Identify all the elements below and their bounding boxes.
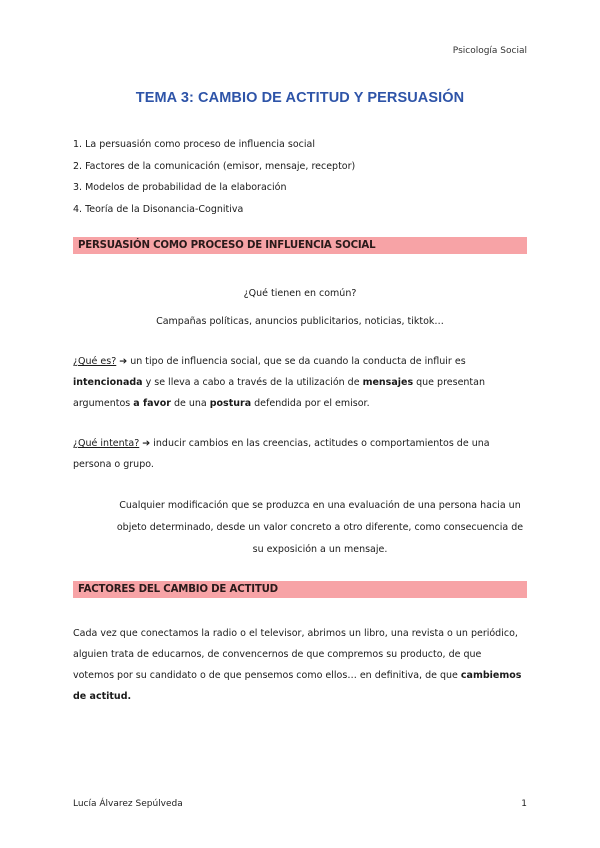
definition-paragraph: ¿Qué es? ➔ un tipo de influencia social, que se da cuando la conducta de influir es intencionada y se lleva a cabo a través de la utilización de mensajes que presentan argumentos a favor de una postura defendida por el emisor. <box>73 356 485 409</box>
section-heading-persuasion: PERSUASIÓN COMO PROCESO DE INFLUENCIA SOCIAL <box>73 237 527 254</box>
arrow-icon: ➔ <box>139 438 154 449</box>
examples-text: Campañas políticas, anuncios publicitarios, noticias, tiktok… <box>156 316 444 327</box>
page-title: TEMA 3: CAMBIO DE ACTITUD Y PERSUASIÓN <box>135 90 465 106</box>
toc-item: 2. Factores de la comunicación (emisor, mensaje, receptor) <box>73 160 356 172</box>
toc-item: 4. Teoría de la Disonancia-Cognitiva <box>73 203 244 215</box>
que-intenta-label: ¿Qué intenta? <box>73 438 140 449</box>
intent-paragraph: ¿Qué intenta? ➔ inducir cambios en las creencias, actitudes o comportamientos de una persona o grupo. <box>73 438 490 470</box>
toc-item: 3. Modelos de probabilidad de la elaboración <box>73 182 287 193</box>
section-heading-factores: FACTORES DEL CAMBIO DE ACTITUD <box>73 581 527 598</box>
factores-paragraph: Cada vez que conectamos la radio o el televisor, abrimos un libro, una revista o un periódico, alguien trata de educarnos, de convencernos de que compremos su producto, de que votemos por su candidato o de que pensemos como ellos… en definitiva, de que cambiemos de actitud. <box>73 628 522 702</box>
question-text: ¿Qué tienen en común? <box>243 288 357 299</box>
toc-item: 1. La persuasión como proceso de influencia social <box>73 139 315 150</box>
que-es-label: ¿Qué es? <box>73 356 117 367</box>
header-subject: Psicología Social <box>452 46 527 56</box>
table-of-contents <box>73 134 355 220</box>
arrow-icon: ➔ <box>116 356 131 367</box>
footer-author: Lucía Álvarez Sepúlveda <box>73 799 183 809</box>
definition-quote: Cualquier modificación que se produzca en una evaluación de una persona hacia un objeto determinado, desde un valor concreto a otro diferente, como consecuencia de su exposición a un mensaje. <box>116 500 524 555</box>
page-number: 1 <box>521 799 527 809</box>
